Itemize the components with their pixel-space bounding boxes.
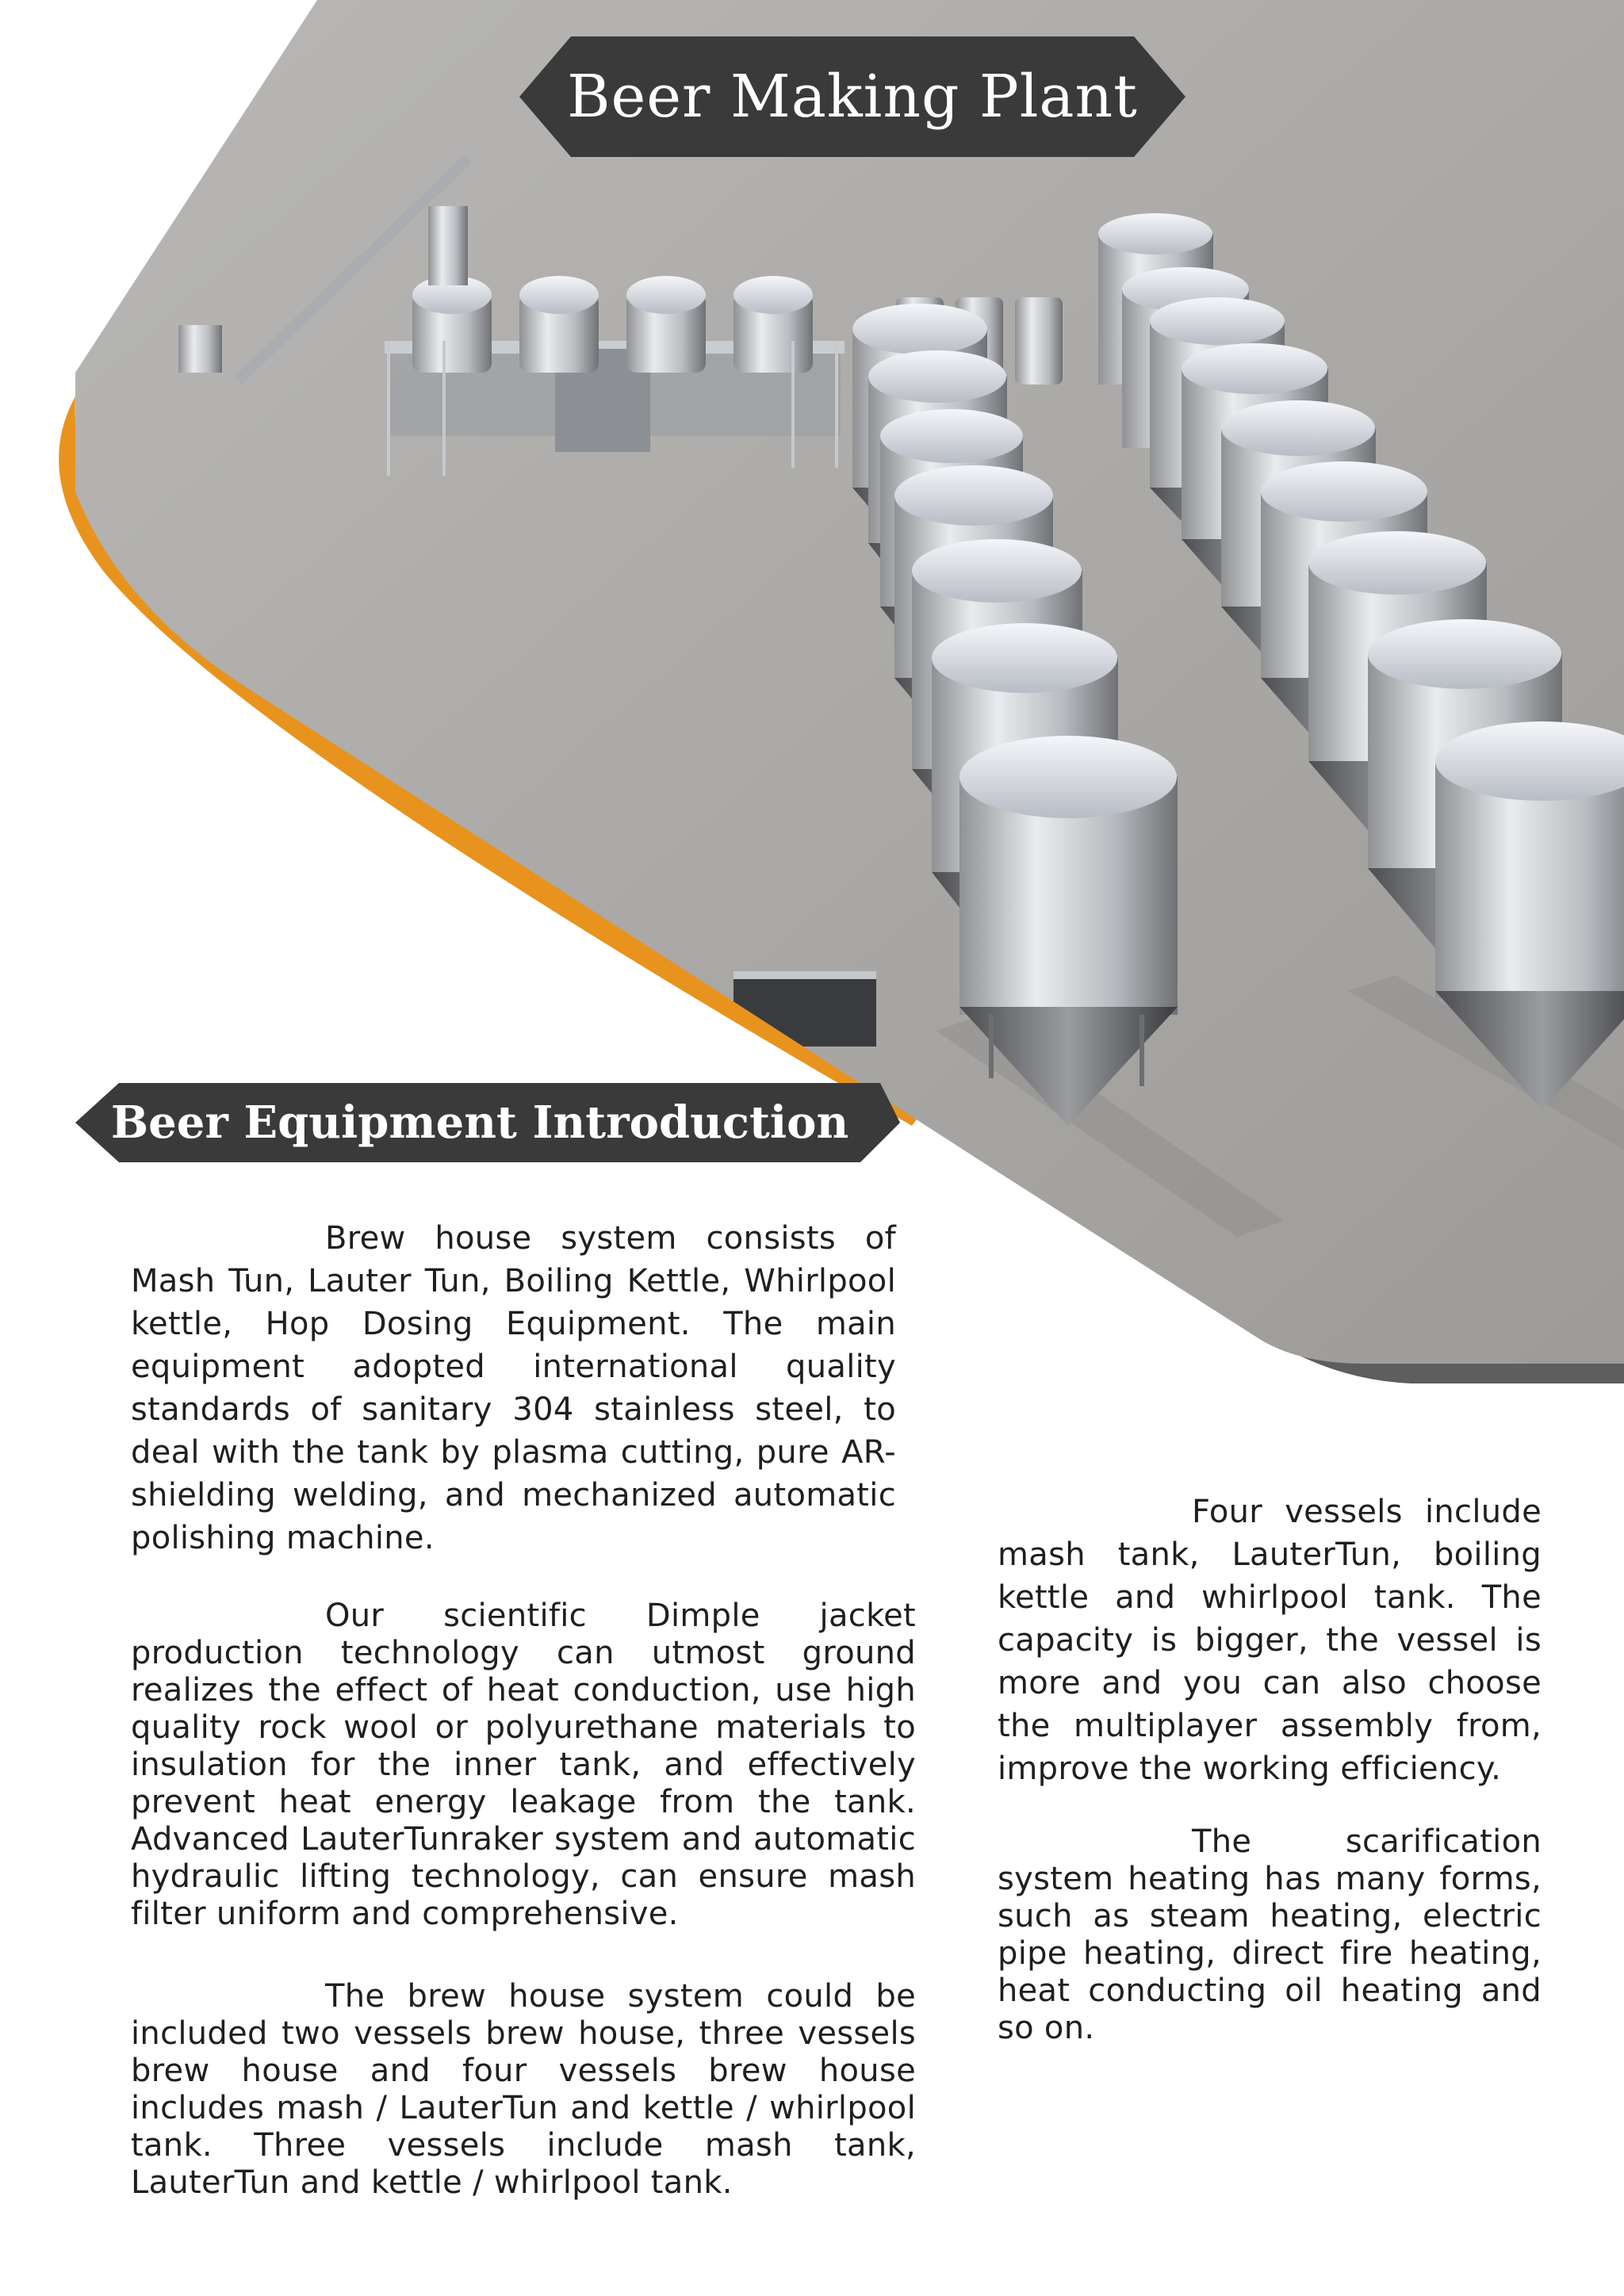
paragraph-brew-house-system: Brew house system consists of Mash Tun, Lauter Tun, Boiling Kettle, Whirlpool kettle, Hop Dosing Equipment. The main equipment adopted international quality standards of sanitary 304 stainless steel, to deal with the tank by plasma cutting, pure AR-shielding welding, and mechanized automatic polishing machine. [131, 1220, 896, 1556]
paragraph-dimple-jacket: Our scientific Dimple jacket production technology can utmost ground realizes the effect of heat conduction, use high quality rock wool or polyurethane materials to insulation for the inner tank, and effectively prevent heat energy leakage from the tank. Advanced LauterTunraker system and automatic hydraulic lifting technology, can ensure mash filter uniform and comprehensive. [131, 1598, 916, 1932]
paragraph-vessel-options: The brew house system could be included two vessels brew house, three vessels brew house and four vessels brew house includes mash / LauterTun and kettle / whirlpool tank. Three vessels include mash tank, LauterTun and kettle / whirlpool tank. [131, 1978, 916, 2201]
paragraph-heating-forms: The scarification system heating has many forms, such as steam heating, electric pipe heating, direct fire heating, heat conducting oil heating and so on. [998, 1823, 1542, 2046]
section-heading: Beer Equipment Introduction [110, 1096, 849, 1149]
paragraph-four-vessels: Four vessels include mash tank, LauterTun, boiling kettle and whirlpool tank. The capacity is bigger, the vessel is more and you can also choose the multiplayer assembly from, improve the working efficiency. [998, 1494, 1542, 1787]
page-title: Beer Making Plant [567, 63, 1138, 131]
